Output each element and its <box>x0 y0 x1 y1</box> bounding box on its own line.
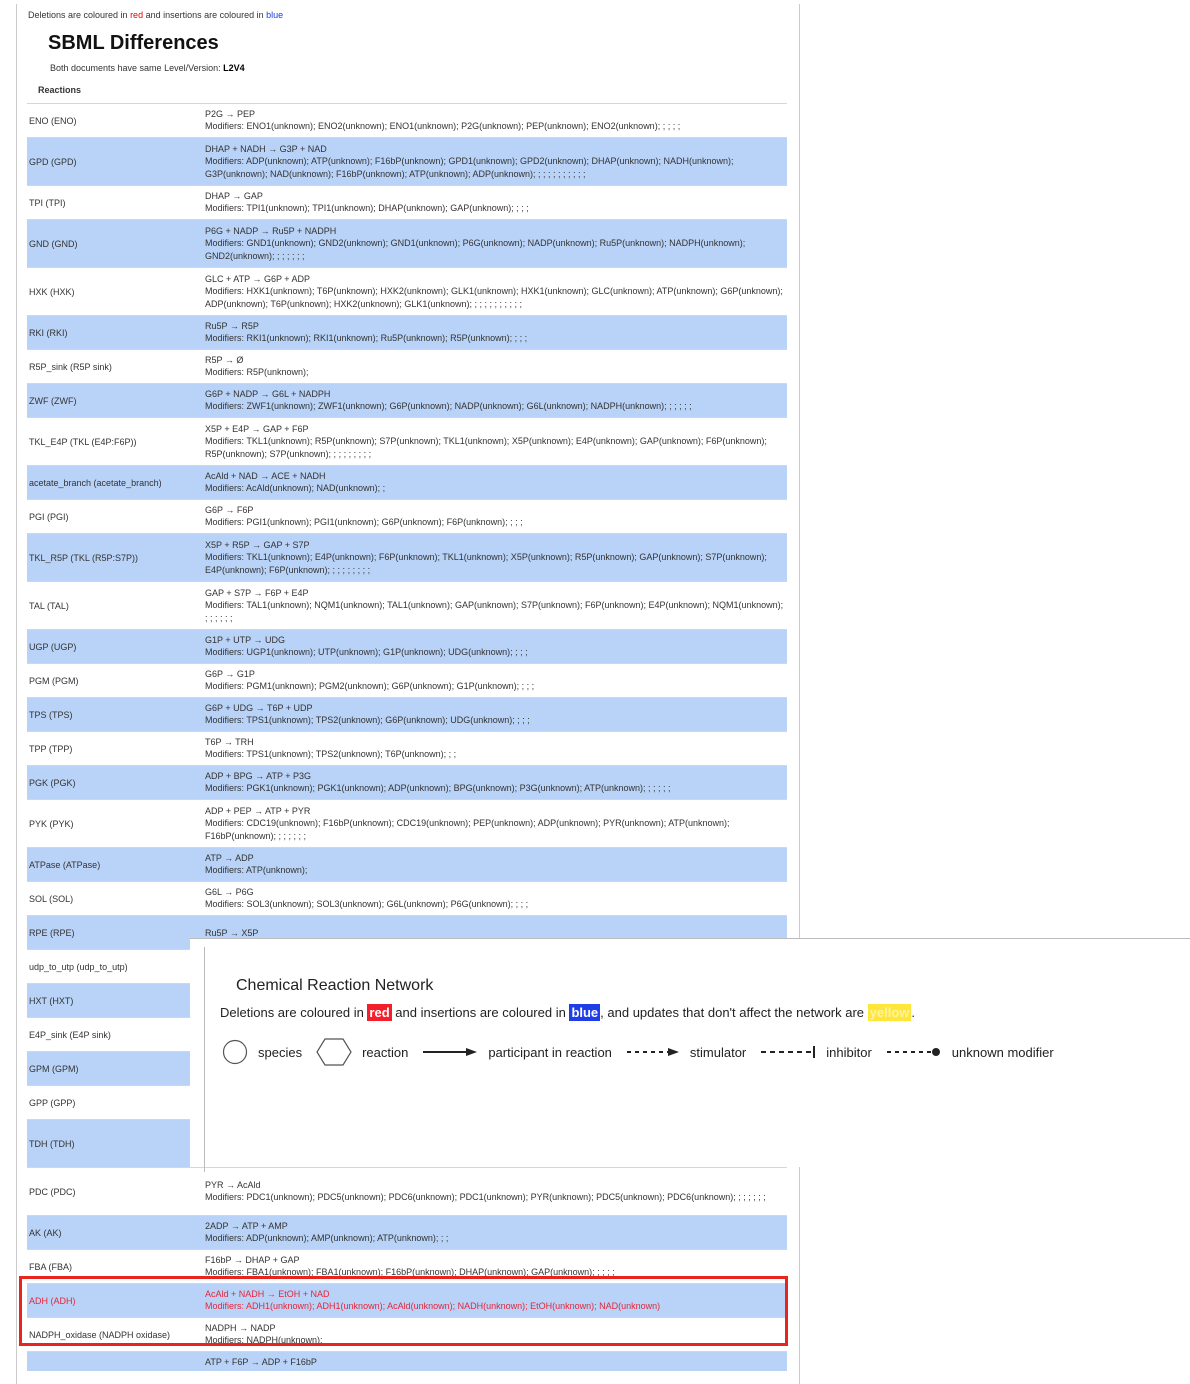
reaction-details <box>203 1168 787 1216</box>
reaction-modifiers: Modifiers: ADP(unknown); AMP(unknown); ATP(unknown); ; ; <box>205 1233 449 1243</box>
dashed-dot-icon <box>886 1046 942 1058</box>
reaction-modifiers: Modifiers: AcAld(unknown); NAD(unknown); ; <box>205 483 386 493</box>
species-circle-icon <box>222 1039 248 1065</box>
reaction-row <box>27 384 787 418</box>
reaction-modifiers: Modifiers: ZWF1(unknown); ZWF1(unknown); G6P(unknown); NADP(unknown); G6L(unknown); NADPH(unknown); ; ; ; ; ; <box>205 401 692 411</box>
reaction-details <box>203 418 787 466</box>
reaction-row <box>27 350 787 384</box>
reaction-modifiers: Modifiers: NADPH(unknown); <box>205 1335 323 1345</box>
reaction-equation: G6P → G1P <box>205 669 255 679</box>
reaction-equation: ADP + BPG → ATP + P3G <box>205 771 312 781</box>
stimulator-label: stimulator <box>689 1044 747 1060</box>
reaction-name: GPD (GPD) <box>27 138 203 186</box>
reaction-name: UGP (UGP) <box>27 630 203 664</box>
reaction-row <box>27 418 787 466</box>
reaction-equation: X5P + R5P → GAP + S7P <box>205 539 310 550</box>
reaction-modifiers: Modifiers: TPS1(unknown); TPS2(unknown); T6P(unknown); ; ; <box>205 749 457 759</box>
reaction-details <box>203 848 787 882</box>
reaction-details <box>203 534 787 582</box>
reaction-modifiers: Modifiers: ADH1(unknown); ADH1(unknown); AcAld(unknown); NADH(unknown); EtOH(unknown); NAD(unknown) <box>205 1301 661 1311</box>
legend-key-inhibitor <box>760 1045 872 1060</box>
legend-key-stimulator <box>626 1045 746 1060</box>
reaction-row <box>27 104 787 138</box>
reaction-details <box>203 698 787 732</box>
reaction-name: PGM (PGM) <box>27 664 203 698</box>
reaction-details <box>203 664 787 698</box>
reaction-row <box>27 466 787 500</box>
page-title: SBML Differences <box>48 32 219 54</box>
reaction-equation: NADPH → NADP <box>205 1323 276 1333</box>
reaction-equation: GLC + ATP → G6P + ADP <box>205 273 311 284</box>
reaction-name: PGI (PGI) <box>27 500 203 534</box>
reaction-name: ATPase (ATPase) <box>27 848 203 882</box>
reaction-name: TPP (TPP) <box>27 732 203 766</box>
reaction-row <box>27 220 787 268</box>
reaction-name: ADH (ADH) <box>27 1284 203 1318</box>
reaction-name: TKL_E4P (TKL (E4P:F6P)) <box>27 418 203 466</box>
reaction-modifiers: Modifiers: TPS1(unknown); TPS2(unknown); G6P(unknown); UDG(unknown); ; ; ; <box>205 715 530 725</box>
reaction-equation: G6P + UDG → T6P + UDP <box>205 703 313 713</box>
reaction-equation: R5P → Ø <box>205 355 244 365</box>
legend-keys <box>222 1037 1068 1067</box>
reaction-details <box>203 766 787 800</box>
legend-desc-text: Deletions are coloured in <box>220 1005 368 1020</box>
insertion-color-word: blue <box>266 10 284 20</box>
reaction-equation: PYR → AcAld <box>205 1180 261 1190</box>
reaction-equation: G6P → F6P <box>205 505 254 515</box>
reaction-modifiers: Modifiers: ENO1(unknown); ENO2(unknown); ENO1(unknown); P2G(unknown); PEP(unknown); ENO2(unknown); ; ; ; ; <box>205 121 681 131</box>
reaction-modifiers: Modifiers: TAL1(unknown); NQM1(unknown); TAL1(unknown); GAP(unknown); S7P(unknown); F6P(unknown); E4P(unknown); NQM1(unknown); ; ; ; ; ; ; <box>205 599 784 623</box>
legend-desc-text: and insertions are coloured in <box>391 1005 570 1020</box>
reaction-name: TKL_R5P (TKL (R5P:S7P)) <box>27 534 203 582</box>
reaction-row <box>27 800 787 848</box>
legend-title: Chemical Reaction Network <box>236 977 434 994</box>
reactions-table <box>27 103 787 1371</box>
reaction-hexagon-icon <box>316 1037 352 1067</box>
legend-key-species <box>222 1039 302 1065</box>
red-chip: red <box>369 1005 390 1020</box>
reaction-row <box>27 732 787 766</box>
deletion-color-word: red <box>130 10 144 20</box>
reaction-details <box>203 630 787 664</box>
legend-content <box>204 947 1190 1172</box>
unknown-modifier-label: unknown modifier <box>951 1044 1054 1060</box>
reaction-row <box>27 882 787 916</box>
yellow-chip: yellow <box>869 1005 910 1020</box>
color-note-text: and insertions are coloured in <box>143 10 267 20</box>
highlight-box <box>19 1276 788 1346</box>
color-note <box>28 10 283 20</box>
reaction-row <box>27 664 787 698</box>
reaction-row <box>27 766 787 800</box>
reaction-equation: AcAld + NAD → ACE + NADH <box>205 471 326 481</box>
reaction-modifiers: Modifiers: RKI1(unknown); RKI1(unknown); Ru5P(unknown); R5P(unknown); ; ; ; <box>205 333 528 343</box>
reaction-modifiers: Modifiers: PGI1(unknown); PGI1(unknown); G6P(unknown); F6P(unknown); ; ; ; <box>205 517 523 527</box>
reaction-name: ZWF (ZWF) <box>27 384 203 418</box>
reaction-details <box>203 316 787 350</box>
reaction-modifiers: Modifiers: HXK1(unknown); T6P(unknown); HXK2(unknown); GLK1(unknown); HXK1(unknown); GLC(unknown); ATP(unknown); G6P(unknown); ADP(unknown); T6P(unknown); HXK2(unknown); GLK1(unknown); ; ; ; ; ; ; ; ; ; ; <box>205 285 783 309</box>
reaction-modifiers: Modifiers: UGP1(unknown); UTP(unknown); G1P(unknown); UDG(unknown); ; ; ; <box>205 647 528 657</box>
reaction-equation: DHAP → GAP <box>205 191 263 201</box>
reaction-details <box>203 882 787 916</box>
reaction-equation: G6P + NADP → G6L + NADPH <box>205 389 331 399</box>
reaction-name: R5P_sink (R5P sink) <box>27 350 203 384</box>
reaction-equation: ATP → ADP <box>205 853 254 863</box>
reaction-name <box>27 1352 203 1372</box>
reaction-modifiers: Modifiers: GND1(unknown); GND2(unknown); GND1(unknown); P6G(unknown); NADP(unknown); Ru5P(unknown); NADPH(unknown); GND2(unknown); ; ; ; ; ; ; <box>205 237 746 261</box>
reaction-equation: P2G → PEP <box>205 109 256 119</box>
reaction-name: PYK (PYK) <box>27 800 203 848</box>
reaction-equation: Ru5P → R5P <box>205 321 259 331</box>
reaction-modifiers: Modifiers: ADP(unknown); ATP(unknown); F16bP(unknown); GPD1(unknown); GPD2(unknown); DHAP(unknown); NADH(unknown); G3P(unknown); NAD(unknown); F16bP(unknown); ATP(unknown); ADP(unknown); ; ; ; ; ; ; ; ; ; ; <box>205 155 734 179</box>
reaction-equation: T6P → TRH <box>205 737 254 747</box>
reaction-row <box>27 500 787 534</box>
reaction-name: TDH (TDH) <box>27 1120 203 1168</box>
reaction-name: RPE (RPE) <box>27 916 203 950</box>
reaction-row <box>27 1168 787 1216</box>
reaction-name: GPM (GPM) <box>27 1052 203 1086</box>
legend-key-participant <box>422 1045 612 1060</box>
reaction-equation: ADP + PEP → ATP + PYR <box>205 805 311 816</box>
reaction-row <box>27 268 787 316</box>
reaction-details <box>203 104 787 138</box>
solid-arrow-icon <box>422 1046 478 1058</box>
reaction-name: HXT (HXT) <box>27 984 203 1018</box>
reaction-equation: DHAP + NADH → G3P + NAD <box>205 143 327 154</box>
sbml-diff-document <box>16 4 800 1384</box>
reaction-details <box>203 1216 787 1250</box>
reaction-equation: Ru5P → X5P <box>205 927 259 938</box>
reaction-row <box>27 186 787 220</box>
reaction-row <box>27 534 787 582</box>
legend-key-unknown <box>886 1045 1054 1060</box>
reaction-name: HXK (HXK) <box>27 268 203 316</box>
legend-key-reaction <box>316 1037 408 1067</box>
reaction-equation: X5P + E4P → GAP + F6P <box>205 423 309 434</box>
level-version-line <box>50 63 245 73</box>
reaction-modifiers: Modifiers: PGK1(unknown); PGK1(unknown); ADP(unknown); BPG(unknown); P3G(unknown); ATP(unknown); ; ; ; ; ; <box>205 783 671 793</box>
color-note-text: Deletions are coloured in <box>28 10 131 20</box>
reaction-name: E4P_sink (E4P sink) <box>27 1018 203 1052</box>
reaction-equation: AcAld + NADH → EtOH + NAD <box>205 1289 330 1299</box>
reaction-name: RKI (RKI) <box>27 316 203 350</box>
reaction-equation: G6L → P6G <box>205 887 254 897</box>
participant-label: participant in reaction <box>488 1044 612 1060</box>
reaction-details <box>203 800 787 848</box>
reaction-details <box>203 732 787 766</box>
dashed-bar-icon <box>760 1045 816 1059</box>
level-version-label: Both documents have same Level/Version: <box>50 63 224 73</box>
reaction-equation: F16bP → DHAP + GAP <box>205 1255 300 1265</box>
reaction-name: udp_to_utp (udp_to_utp) <box>27 950 203 984</box>
reaction-modifiers: Modifiers: R5P(unknown); <box>205 367 309 377</box>
reaction-modifiers: Modifiers: TKL1(unknown); R5P(unknown); S7P(unknown); TKL1(unknown); X5P(unknown); E4P(unknown); GAP(unknown); F6P(unknown); R5P(unknown); S7P(unknown); ; ; ; ; ; ; ; ; <box>205 435 767 459</box>
reaction-modifiers: Modifiers: SOL3(unknown); SOL3(unknown); G6L(unknown); P6G(unknown); ; ; ; <box>205 899 529 909</box>
reactions-heading: Reactions <box>38 85 82 95</box>
reaction-name: acetate_branch (acetate_branch) <box>27 466 203 500</box>
reaction-details <box>203 1352 787 1372</box>
reaction-equation: ATP + F6P → ADP + F16bP <box>205 1356 317 1367</box>
reaction-details <box>203 350 787 384</box>
reaction-equation: P6G + NADP → Ru5P + NADPH <box>205 225 337 236</box>
reaction-equation: GAP + S7P → F6P + E4P <box>205 587 309 598</box>
reaction-name: GND (GND) <box>27 220 203 268</box>
reaction-name: NADPH_oxidase (NADPH oxidase) <box>27 1318 203 1352</box>
legend-description <box>220 1005 915 1020</box>
reaction-row <box>27 1216 787 1250</box>
reaction-name: ENO (ENO) <box>27 104 203 138</box>
reaction-modifiers: Modifiers: ATP(unknown); <box>205 865 308 875</box>
reaction-name: TAL (TAL) <box>27 582 203 630</box>
reaction-details <box>203 138 787 186</box>
reaction-row <box>27 848 787 882</box>
reaction-modifiers: Modifiers: PDC1(unknown); PDC5(unknown); PDC6(unknown); PDC1(unknown); PYR(unknown); PDC5(unknown); PDC6(unknown); ; ; ; ; ; ; <box>205 1192 766 1202</box>
reaction-details <box>203 466 787 500</box>
reaction-label: reaction <box>362 1044 409 1060</box>
reaction-details <box>203 384 787 418</box>
reaction-modifiers: Modifiers: PGM1(unknown); PGM2(unknown); G6P(unknown); G1P(unknown); ; ; ; <box>205 681 535 691</box>
reaction-name: AK (AK) <box>27 1216 203 1250</box>
reaction-row <box>27 630 787 664</box>
legend-desc-text: , and updates that don't affect the network are <box>600 1005 868 1020</box>
reaction-details <box>203 268 787 316</box>
blue-chip: blue <box>571 1005 599 1020</box>
reaction-row <box>27 316 787 350</box>
legend-desc-text: . <box>911 1005 916 1020</box>
reaction-equation: G1P + UTP → UDG <box>205 635 285 645</box>
reaction-name: TPI (TPI) <box>27 186 203 220</box>
reaction-row <box>27 582 787 630</box>
reaction-name: PDC (PDC) <box>27 1168 203 1216</box>
reaction-name: TPS (TPS) <box>27 698 203 732</box>
reaction-details <box>203 500 787 534</box>
reaction-row <box>27 1352 787 1372</box>
reaction-details <box>203 582 787 630</box>
reaction-details <box>203 220 787 268</box>
network-legend-panel <box>190 938 1190 1167</box>
reaction-modifiers: Modifiers: TPI1(unknown); TPI1(unknown); DHAP(unknown); GAP(unknown); ; ; ; <box>205 203 529 213</box>
species-label: species <box>258 1044 303 1060</box>
reaction-row <box>27 138 787 186</box>
reaction-name: GPP (GPP) <box>27 1086 203 1120</box>
reaction-modifiers: Modifiers: TKL1(unknown); E4P(unknown); F6P(unknown); TKL1(unknown); X5P(unknown); R5P(unknown); GAP(unknown); S7P(unknown); E4P(unknown); F6P(unknown); ; ; ; ; ; ; ; ; <box>205 551 767 575</box>
reaction-modifiers: Modifiers: FBA1(unknown); FBA1(unknown); F16bP(unknown); DHAP(unknown); GAP(unknown); ; ; ; ; <box>205 1267 615 1277</box>
dashed-arrow-icon <box>626 1046 680 1058</box>
reaction-name: SOL (SOL) <box>27 882 203 916</box>
reaction-modifiers: Modifiers: CDC19(unknown); F16bP(unknown); CDC19(unknown); PEP(unknown); ADP(unknown); PYR(unknown); ATP(unknown); F16bP(unknown); ; ; ; ; ; ; <box>205 817 730 841</box>
reaction-equation: 2ADP → ATP + AMP <box>205 1221 288 1231</box>
reaction-row <box>27 698 787 732</box>
reaction-details <box>203 186 787 220</box>
level-version-value: L2V4 <box>223 63 245 73</box>
inhibitor-label: inhibitor <box>826 1044 872 1060</box>
reaction-name: PGK (PGK) <box>27 766 203 800</box>
reaction-name: FBA (FBA) <box>27 1250 203 1284</box>
